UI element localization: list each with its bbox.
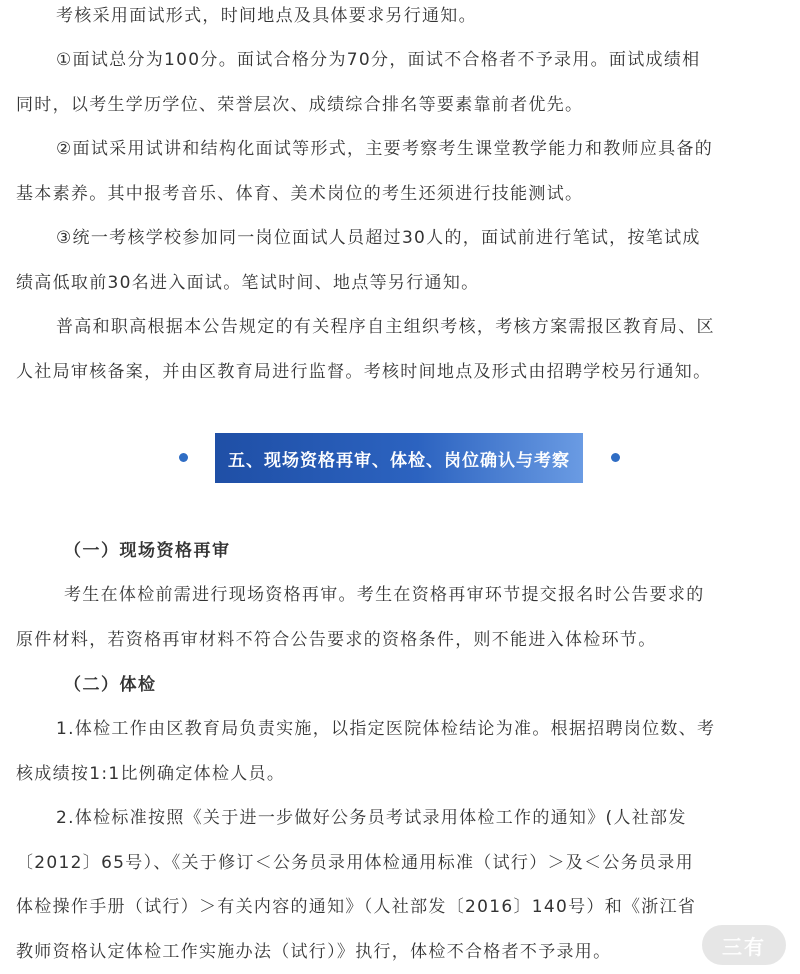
text-line: ①面试总分为100分。面试合格分为70分，面试不合格者不予录用。面试成绩相: [16, 38, 786, 83]
paragraph-vocational-assessment: [16, 305, 786, 394]
watermark-logo: 三有: [702, 925, 786, 965]
text-line: 1.体检工作由区教育局负责实施，以指定医院体检结论为准。根据招聘岗位数、考: [16, 707, 786, 752]
paragraph-exam-implementation: [16, 707, 786, 796]
text-line: 普高和职高根据本公告规定的有关程序自主组织考核，考核方案需报区教育局、区: [16, 305, 786, 350]
paragraph-interview-form: [16, 0, 786, 39]
bullet-dot-icon: [611, 453, 620, 462]
text-line: ③统一考核学校参加同一岗位面试人员超过30人的，面试前进行笔试，按笔试成: [16, 216, 786, 261]
text-line: 人社局审核备案，并由区教育局进行监督。考核时间地点及形式由招聘学校另行通知。: [16, 350, 786, 395]
bullet-dot-icon: [179, 453, 188, 462]
text-line: 考核采用面试形式，时间地点及具体要求另行通知。: [16, 0, 786, 39]
text-line: 教师资格认定体检工作实施办法（试行）》执行，体检不合格者不予录用。: [16, 930, 786, 974]
text-line: 考生在体检前需进行现场资格再审。考生在资格再审环节提交报名时公告要求的: [16, 573, 786, 618]
text-line: ②面试采用试讲和结构化面试等形式，主要考察考生课堂教学能力和教师应具备的: [16, 127, 786, 172]
paragraph-qualification-review: [16, 573, 786, 662]
paragraph-written-test: [16, 216, 786, 305]
text-line: 绩高低取前30名进入面试。笔试时间、地点等另行通知。: [16, 261, 786, 306]
text-line: 基本素养。其中报考音乐、体育、美术岗位的考生还须进行技能测试。: [16, 172, 786, 217]
section-banner: [0, 433, 800, 483]
text-line: 体检操作手册（试行）＞有关内容的通知》（人社部发〔2016〕140号）和《浙江省: [16, 885, 786, 930]
text-line: 核成绩按1:1比例确定体检人员。: [16, 752, 786, 797]
paragraph-interview-score: [16, 38, 786, 127]
subsection-heading-qualification-review: （一）现场资格再审: [64, 536, 231, 566]
text-line: 〔2012〕65号）、《关于修订＜公务员录用体检通用标准（试行）＞及＜公务员录用: [16, 841, 786, 886]
text-line: 2.体检标准按照《关于进一步做好公务员考试录用体检工作的通知》(人社部发: [16, 796, 786, 841]
paragraph-interview-method: [16, 127, 786, 216]
section-title: 五、现场资格再审、体检、岗位确认与考察: [215, 433, 583, 483]
paragraph-exam-standards: [16, 796, 786, 974]
text-line: 原件材料，若资格再审材料不符合公告要求的资格条件，则不能进入体检环节。: [16, 618, 786, 663]
text-line: 同时，以考生学历学位、荣誉层次、成绩综合排名等要素靠前者优先。: [16, 83, 786, 128]
subsection-heading-physical-exam: （二）体检: [64, 670, 157, 700]
